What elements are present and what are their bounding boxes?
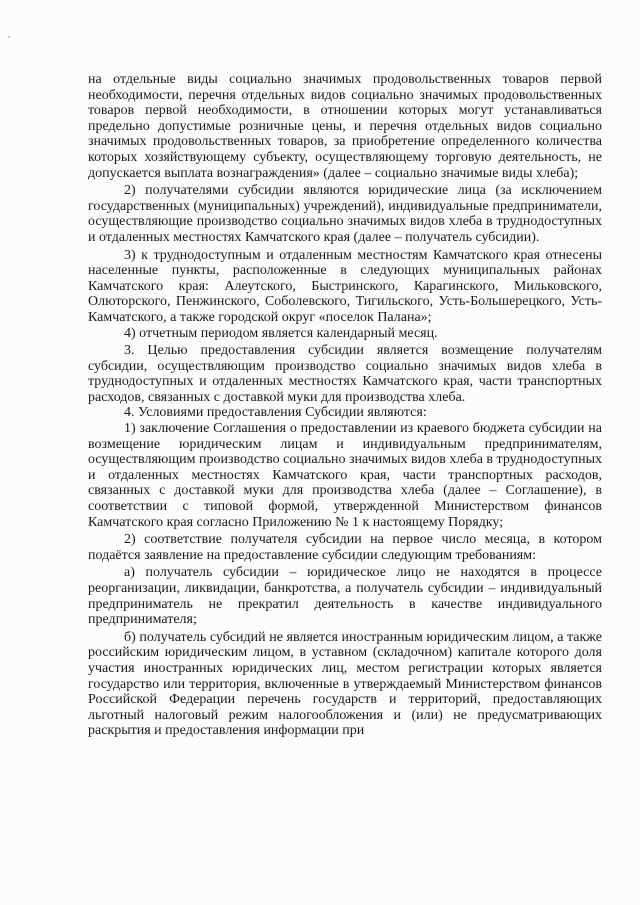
paragraph-agreement-condition: 1) заключение Соглашения о предоставлении из краевого бюджета субсидии на возмещение юридическим лицам и индивидуальным предпринимателям, осуществляющим производство социально значимых видов хлеба в труднодоступных и отдаленных местностях Камчатского края, части транспортных расходов, связанных с доставкой муки для производства хлеба (далее – Соглашение), в соответствии с типовой формой, утвержденной Министерством финансов Камчатского края согласно Приложению № 1 к настоящему Порядку; — [88, 421, 602, 530]
paragraph-subsidy-purpose: 3. Целью предоставления субсидии является возмещение получателям субсидии, осуществляющим производство социально значимых видов хлеба в труднодоступных и отдаленных местностях Камчатского края, части транспортных расходов, связанных с доставкой муки для производства хлеба. — [88, 343, 602, 405]
paragraph-remote-localities: 3) к труднодоступным и отдаленным местностям Камчатского края отнесены населенные пункты, расположенные в следующих муниципальных районах Камчатского края: Алеутского, Быстринского, Карагинского, Мильковского, Олюторского, Пенжинского, Соболевского, Тигильского, Усть-Большерецкого, Усть-Камчатского, а также городской округ «поселок Палана»; — [88, 247, 602, 325]
paragraph-requirement-a: а) получатель субсидии – юридическое лицо не находятся в процессе реорганизации, ликвидации, банкротства, а получатель субсидии – индивидуальный предприниматель не прекратил деятельность в качестве индивидуального предпринимателя; — [88, 565, 602, 628]
paragraph-continuation-social-bread: на отдельные виды социально значимых продовольственных товаров первой необходимости, перечня отдельных видов социально значимых продовольственных товаров первой необходимости, в отношении которых могут устанавливаться предельно допустимые розничные цены, и перечня отдельных видов социально значимых продовольственных товаров, за приобретение определенного количества которых хозяйствующему субъекту, осуществляющему торговую деятельность, не допускается выплата вознаграждения» (далее – социально значимые виды хлеба); — [88, 72, 602, 181]
scan-artifact — [8, 36, 10, 38]
document-body — [88, 72, 602, 739]
paragraph-subsidy-recipients: 2) получателями субсидии являются юридические лица (за исключением государственных (муниципальных) учреждений), индивидуальные предприниматели, осуществляющие производство социально значимых видов хлеба в труднодоступных и отдаленных местностях Камчатского края (далее – получатель субсидии). — [88, 183, 602, 245]
paragraph-recipient-requirements: 2) соответствие получателя субсидии на первое число месяца, в котором подаётся заявление на предоставление субсидии следующим требованиям: — [88, 532, 602, 563]
paragraph-reporting-period: 4) отчетным периодом является календарный месяц. — [124, 325, 438, 341]
paragraph-requirement-b: б) получатель субсидий не является иностранным юридическим лицом, а также российским юридическим лицом, в уставном (складочном) капитале которого доля участия иностранных юридических лиц, местом регистрации которых является государство или территория, включенные в утверждаемый Министерством финансов Российской Федерации перечень государств и территорий, предоставляющих льготный налоговый режим налогообложения и (или) не предусматривающих раскрытия и предоставления информации при — [88, 629, 602, 739]
paragraph-subsidy-conditions-heading: 4. Условиями предоставления Субсидии являются: — [124, 405, 427, 421]
